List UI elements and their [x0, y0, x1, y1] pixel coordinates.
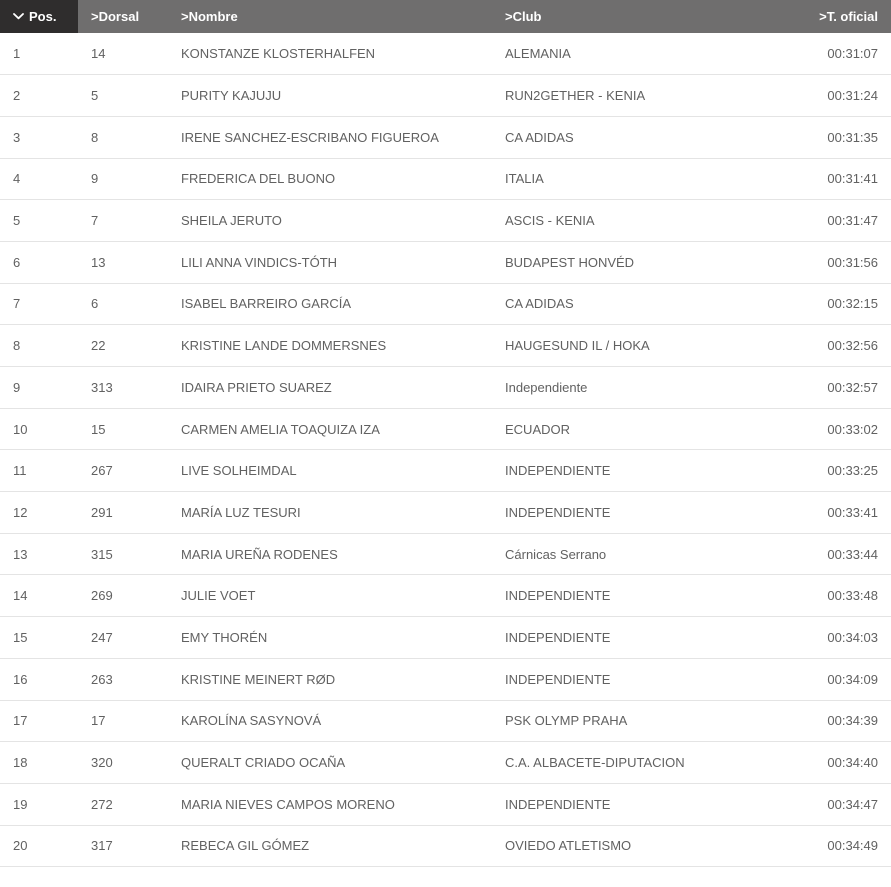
- cell-dorsal: 13: [78, 241, 168, 283]
- cell-t-oficial: 00:31:56: [742, 241, 891, 283]
- cell-nombre: KONSTANZE KLOSTERHALFEN: [168, 33, 492, 75]
- cell-nombre: SHEILA JERUTO: [168, 200, 492, 242]
- cell-club: INDEPENDIENTE: [492, 450, 742, 492]
- cell-pos: 14: [0, 575, 78, 617]
- cell-t-oficial: 00:34:40: [742, 742, 891, 784]
- column-header-label: T. oficial: [826, 9, 878, 24]
- cell-pos: 18: [0, 742, 78, 784]
- cell-dorsal: 6: [78, 283, 168, 325]
- cell-dorsal: 14: [78, 33, 168, 75]
- cell-t-oficial: 00:32:56: [742, 325, 891, 367]
- cell-t-oficial: 00:31:47: [742, 200, 891, 242]
- cell-pos: 17: [0, 700, 78, 742]
- cell-nombre: REBECA GIL GÓMEZ: [168, 825, 492, 867]
- cell-club: INDEPENDIENTE: [492, 783, 742, 825]
- cell-nombre: MARIA NIEVES CAMPOS MORENO: [168, 783, 492, 825]
- cell-pos: 20: [0, 825, 78, 867]
- cell-pos: 4: [0, 158, 78, 200]
- table-row[interactable]: [0, 742, 891, 784]
- sort-prefix: >: [181, 9, 189, 24]
- chevron-down-icon: [13, 13, 24, 20]
- cell-pos: 3: [0, 116, 78, 158]
- table-row[interactable]: [0, 283, 891, 325]
- cell-club: INDEPENDIENTE: [492, 492, 742, 534]
- cell-club: BUDAPEST HONVÉD: [492, 241, 742, 283]
- cell-club: Cárnicas Serrano: [492, 533, 742, 575]
- cell-club: CA ADIDAS: [492, 283, 742, 325]
- cell-club: ECUADOR: [492, 408, 742, 450]
- cell-club: ITALIA: [492, 158, 742, 200]
- cell-pos: 16: [0, 658, 78, 700]
- cell-t-oficial: 00:33:25: [742, 450, 891, 492]
- cell-nombre: EMY THORÉN: [168, 617, 492, 659]
- cell-dorsal: 17: [78, 700, 168, 742]
- table-row[interactable]: [0, 450, 891, 492]
- cell-t-oficial: 00:31:24: [742, 75, 891, 117]
- cell-dorsal: 15: [78, 408, 168, 450]
- cell-club: C.A. ALBACETE-DIPUTACION: [492, 742, 742, 784]
- cell-nombre: MARIA UREÑA RODENES: [168, 533, 492, 575]
- table-row[interactable]: [0, 492, 891, 534]
- column-header-t-oficial[interactable]: [742, 0, 891, 33]
- cell-club: INDEPENDIENTE: [492, 575, 742, 617]
- cell-pos: 2: [0, 75, 78, 117]
- results-header: [0, 0, 891, 33]
- table-row[interactable]: [0, 700, 891, 742]
- column-header-label: Dorsal: [98, 9, 140, 24]
- cell-nombre: MARÍA LUZ TESURI: [168, 492, 492, 534]
- cell-dorsal: 272: [78, 783, 168, 825]
- cell-dorsal: 8: [78, 116, 168, 158]
- cell-dorsal: 5: [78, 75, 168, 117]
- cell-dorsal: 313: [78, 367, 168, 409]
- table-row[interactable]: [0, 658, 891, 700]
- sort-prefix: >: [91, 9, 99, 24]
- cell-t-oficial: 00:34:39: [742, 700, 891, 742]
- cell-dorsal: 291: [78, 492, 168, 534]
- table-row[interactable]: [0, 575, 891, 617]
- cell-pos: 12: [0, 492, 78, 534]
- cell-t-oficial: 00:31:35: [742, 116, 891, 158]
- cell-nombre: IDAIRA PRIETO SUAREZ: [168, 367, 492, 409]
- cell-club: ASCIS - KENIA: [492, 200, 742, 242]
- cell-nombre: CARMEN AMELIA TOAQUIZA IZA: [168, 408, 492, 450]
- cell-nombre: IRENE SANCHEZ-ESCRIBANO FIGUEROA: [168, 116, 492, 158]
- cell-dorsal: 9: [78, 158, 168, 200]
- cell-nombre: PURITY KAJUJU: [168, 75, 492, 117]
- cell-pos: 13: [0, 533, 78, 575]
- cell-pos: 11: [0, 450, 78, 492]
- cell-dorsal: 263: [78, 658, 168, 700]
- table-row[interactable]: [0, 33, 891, 75]
- table-row[interactable]: [0, 367, 891, 409]
- cell-dorsal: 320: [78, 742, 168, 784]
- sort-prefix: >: [819, 9, 827, 24]
- table-row[interactable]: [0, 200, 891, 242]
- cell-nombre: QUERALT CRIADO OCAÑA: [168, 742, 492, 784]
- column-header-label: Nombre: [188, 9, 238, 24]
- cell-t-oficial: 00:34:49: [742, 825, 891, 867]
- column-header-label: Pos.: [29, 9, 57, 24]
- table-row[interactable]: [0, 116, 891, 158]
- table-row[interactable]: [0, 783, 891, 825]
- cell-pos: 10: [0, 408, 78, 450]
- cell-t-oficial: 00:34:47: [742, 783, 891, 825]
- cell-club: RUN2GETHER - KENIA: [492, 75, 742, 117]
- cell-nombre: KRISTINE LANDE DOMMERSNES: [168, 325, 492, 367]
- cell-pos: 15: [0, 617, 78, 659]
- cell-nombre: ISABEL BARREIRO GARCÍA: [168, 283, 492, 325]
- cell-dorsal: 269: [78, 575, 168, 617]
- header-row: [0, 0, 891, 33]
- cell-club: CA ADIDAS: [492, 116, 742, 158]
- cell-t-oficial: 00:31:41: [742, 158, 891, 200]
- cell-club: PSK OLYMP PRAHA: [492, 700, 742, 742]
- cell-pos: 6: [0, 241, 78, 283]
- cell-pos: 1: [0, 33, 78, 75]
- cell-nombre: LILI ANNA VINDICS-TÓTH: [168, 241, 492, 283]
- cell-club: HAUGESUND IL / HOKA: [492, 325, 742, 367]
- cell-pos: 19: [0, 783, 78, 825]
- results-body: [0, 33, 891, 867]
- cell-club: INDEPENDIENTE: [492, 658, 742, 700]
- cell-pos: 8: [0, 325, 78, 367]
- table-row[interactable]: [0, 617, 891, 659]
- cell-t-oficial: 00:32:57: [742, 367, 891, 409]
- cell-pos: 5: [0, 200, 78, 242]
- cell-dorsal: 247: [78, 617, 168, 659]
- table-row[interactable]: [0, 533, 891, 575]
- cell-nombre: KAROLÍNA SASYNOVÁ: [168, 700, 492, 742]
- column-header-dorsal[interactable]: [78, 0, 168, 33]
- cell-pos: 7: [0, 283, 78, 325]
- table-row[interactable]: [0, 241, 891, 283]
- cell-t-oficial: 00:34:03: [742, 617, 891, 659]
- table-row[interactable]: [0, 408, 891, 450]
- cell-dorsal: 267: [78, 450, 168, 492]
- cell-club: ALEMANIA: [492, 33, 742, 75]
- column-header-nombre[interactable]: [168, 0, 492, 33]
- cell-t-oficial: 00:34:09: [742, 658, 891, 700]
- cell-t-oficial: 00:33:41: [742, 492, 891, 534]
- column-header-label: Club: [512, 9, 542, 24]
- table-row[interactable]: [0, 825, 891, 867]
- cell-t-oficial: 00:33:48: [742, 575, 891, 617]
- cell-t-oficial: 00:33:44: [742, 533, 891, 575]
- cell-dorsal: 317: [78, 825, 168, 867]
- column-header-club[interactable]: [492, 0, 742, 33]
- cell-dorsal: 7: [78, 200, 168, 242]
- column-header-pos[interactable]: [0, 0, 78, 33]
- table-row[interactable]: [0, 325, 891, 367]
- cell-t-oficial: 00:32:15: [742, 283, 891, 325]
- cell-nombre: FREDERICA DEL BUONO: [168, 158, 492, 200]
- cell-club: INDEPENDIENTE: [492, 617, 742, 659]
- cell-club: OVIEDO ATLETISMO: [492, 825, 742, 867]
- cell-nombre: LIVE SOLHEIMDAL: [168, 450, 492, 492]
- table-row[interactable]: [0, 75, 891, 117]
- sort-prefix: >: [505, 9, 513, 24]
- cell-pos: 9: [0, 367, 78, 409]
- cell-nombre: JULIE VOET: [168, 575, 492, 617]
- cell-club: Independiente: [492, 367, 742, 409]
- table-row[interactable]: [0, 158, 891, 200]
- cell-dorsal: 315: [78, 533, 168, 575]
- cell-dorsal: 22: [78, 325, 168, 367]
- cell-t-oficial: 00:31:07: [742, 33, 891, 75]
- cell-nombre: KRISTINE MEINERT RØD: [168, 658, 492, 700]
- cell-t-oficial: 00:33:02: [742, 408, 891, 450]
